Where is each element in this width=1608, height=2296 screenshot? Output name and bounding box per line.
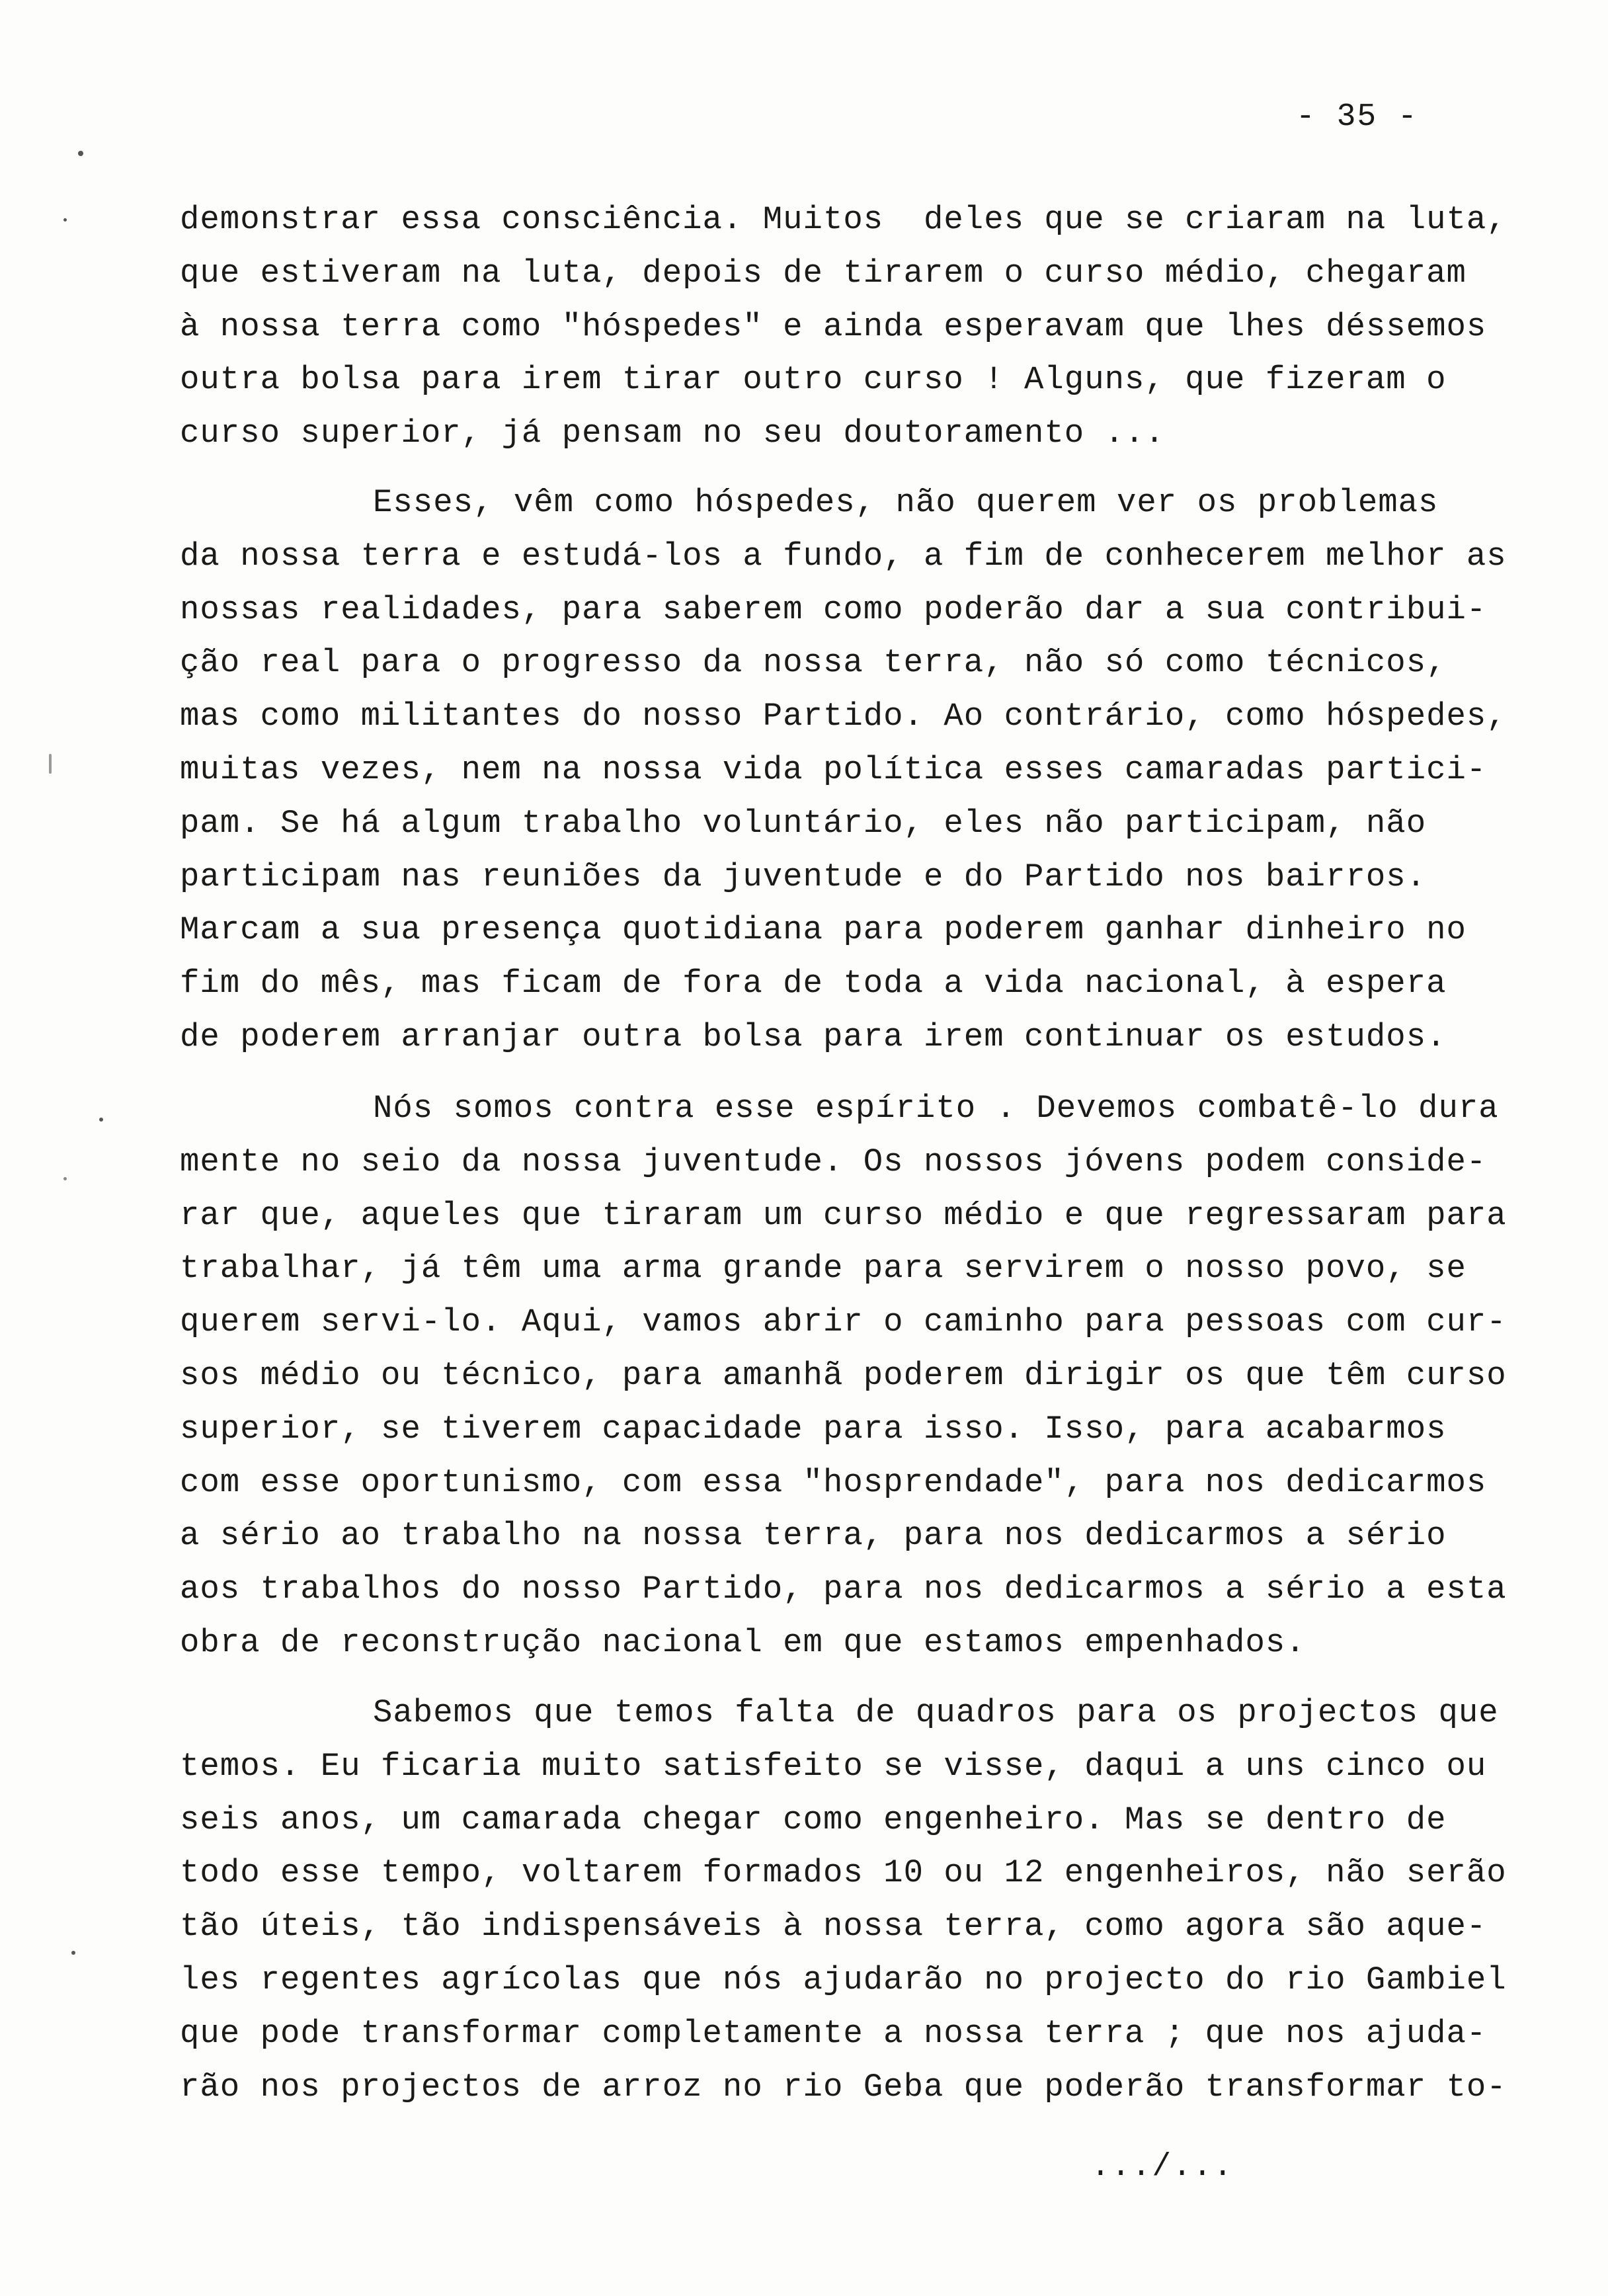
text-line: rar que, aqueles que tiraram um curso médio e que regressaram para <box>180 1196 1507 1234</box>
text-line: superior, se tiverem capacidade para isso. Isso, para acabarmos <box>180 1410 1447 1448</box>
text-line: querem servi-lo. Aqui, vamos abrir o caminho para pessoas com cur- <box>180 1303 1507 1341</box>
paragraph-3 <box>180 1082 1507 1670</box>
text-line: rão nos projectos de arroz no rio Geba que poderão transformar to- <box>180 2068 1507 2106</box>
text-line: Esses, vêm como hóspedes, não querem ver os problemas <box>373 484 1439 521</box>
scan-speck <box>71 1951 75 1955</box>
scan-speck <box>63 218 67 222</box>
text-line: obra de reconstrução nacional em que estamos empenhados. <box>180 1623 1306 1661</box>
text-line: temos. Eu ficaria muito satisfeito se visse, daqui a uns cinco ou <box>180 1747 1487 1785</box>
text-line: curso superior, já pensam no seu doutoramento ... <box>180 415 1165 452</box>
paragraph-1 <box>180 193 1507 460</box>
text-line: ção real para o progresso da nossa terra, não só como técnicos, <box>180 644 1447 682</box>
page-number: - 35 - <box>1296 99 1418 135</box>
paragraph-4 <box>180 1686 1507 2113</box>
text-line: mente no seio da nossa juventude. Os nossos jóvens podem conside- <box>180 1143 1487 1180</box>
text-line: Nós somos contra esse espírito . Devemos combatê-lo dura <box>373 1090 1499 1127</box>
text-line: de poderem arranjar outra bolsa para irem continuar os estudos. <box>180 1018 1447 1055</box>
scan-speck <box>49 754 52 774</box>
text-line: tão úteis, tão indispensáveis à nossa terra, como agora são aque- <box>180 1908 1487 1946</box>
scan-speck <box>78 151 83 156</box>
text-line: Marcam a sua presença quotidiana para poderem ganhar dinheiro no <box>180 911 1467 949</box>
text-line: aos trabalhos do nosso Partido, para nos dedicarmos a sério a esta <box>180 1571 1507 1608</box>
text-line: todo esse tempo, voltarem formados 10 ou 12 engenheiros, não serão <box>180 1854 1507 1892</box>
text-line: pam. Se há algum trabalho voluntário, eles não participam, não <box>180 804 1427 842</box>
text-line: trabalhar, já têm uma arma grande para servirem o nosso povo, se <box>180 1250 1467 1288</box>
text-line: participam nas reuniões da juventude e do Partido nos bairros. <box>180 858 1427 895</box>
text-line: Sabemos que temos falta de quadros para os projectos que <box>373 1694 1499 1731</box>
text-line: les regentes agrícolas que nós ajudarão no projecto do rio Gambiel <box>180 1961 1507 1998</box>
continuation-mark: .../... <box>1091 2149 1234 2185</box>
text-line: mas como militantes do nosso Partido. Ao contrário, como hóspedes, <box>180 698 1507 735</box>
text-line: sos médio ou técnico, para amanhã poderem dirigir os que têm curso <box>180 1356 1507 1394</box>
text-line: demonstrar essa consciência. Muitos deles que se criaram na luta, <box>180 201 1507 238</box>
text-line: à nossa terra como "hóspedes" e ainda esperavam que lhes déssemos <box>180 308 1487 345</box>
text-line: que pode transformar completamente a nossa terra ; que nos ajuda- <box>180 2014 1487 2052</box>
text-line: da nossa terra e estudá-los a fundo, a fim de conhecerem melhor as <box>180 537 1507 575</box>
text-line: outra bolsa para irem tirar outro curso ! Alguns, que fizeram o <box>180 361 1447 399</box>
paragraph-2 <box>180 476 1507 1064</box>
scan-speck <box>63 1177 67 1180</box>
text-line: fim do mês, mas ficam de fora de toda a vida nacional, à espera <box>180 965 1447 1003</box>
text-line: muitas vezes, nem na nossa vida política esses camaradas partici- <box>180 751 1487 788</box>
text-line: a sério ao trabalho na nossa terra, para nos dedicarmos a sério <box>180 1517 1447 1555</box>
scan-speck <box>99 1118 103 1122</box>
text-line: seis anos, um camarada chegar como engenheiro. Mas se dentro de <box>180 1801 1447 1838</box>
text-line: que estiveram na luta, depois de tirarem o curso médio, chegaram <box>180 254 1467 292</box>
text-line: com esse oportunismo, com essa "hosprendade", para nos dedicarmos <box>180 1463 1487 1501</box>
text-line: nossas realidades, para saberem como poderão dar a sua contribui- <box>180 591 1487 628</box>
